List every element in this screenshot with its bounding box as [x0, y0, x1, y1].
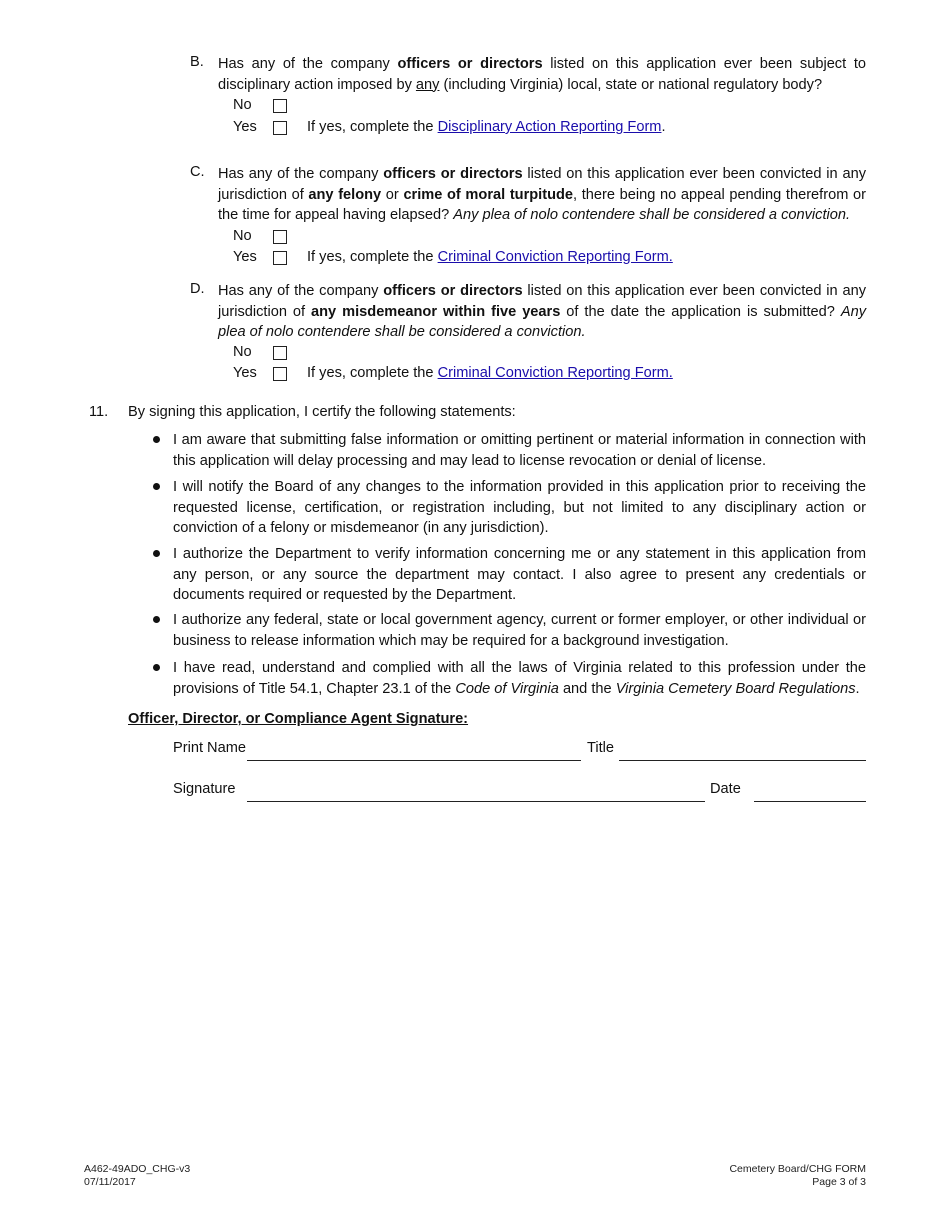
form-date: 07/11/2017 [84, 1176, 136, 1188]
certification-statement-4: I authorize any federal, state or local government agency, current or former employer, or other individual or business to release information which may be required for a background investigation. [173, 612, 866, 649]
question-d-no-checkbox[interactable] [273, 346, 287, 360]
signature-heading: Officer, Director, or Compliance Agent Signature: [128, 711, 469, 727]
question-b-letter: B. [190, 54, 204, 70]
question-b-yes-checkbox[interactable] [273, 121, 287, 135]
question-b-no-label: No [233, 97, 252, 113]
bullet-dot-icon [153, 616, 160, 623]
footer-left [84, 1163, 190, 1189]
criminal-conviction-form-link-c[interactable]: Criminal Conviction Reporting Form. [437, 249, 673, 265]
certification-statement-5: I have read, understand and complied with all the laws of Virginia related to this profession under the provisions of Title 54.1, Chapter 23.1 of the Code of Virginia and the Virginia Cemetery Board Regulations. [173, 660, 866, 697]
print-name-label: Print Name [173, 740, 246, 756]
bullet-dot-icon [153, 664, 160, 671]
criminal-conviction-form-link-d[interactable]: Criminal Conviction Reporting Form. [437, 365, 673, 381]
title-line[interactable] [619, 760, 866, 761]
print-name-line[interactable] [247, 760, 581, 761]
question-d-yes-checkbox[interactable] [273, 367, 287, 381]
question-c-yes-checkbox[interactable] [273, 251, 287, 265]
question-c-text: Has any of the company officers or directors listed on this application ever been convicted in any jurisdiction of any felony or crime of moral turpitude, there being no appeal pending therefrom or the time for appeal having elapsed? Any plea of nolo contendere shall be considered a conviction. [218, 166, 866, 223]
certification-statement-1: I am aware that submitting false information or omitting pertinent or material information in connection with this application will delay processing and may lead to license revocation or denial of license. [173, 432, 866, 469]
date-label: Date [710, 781, 741, 797]
question-d-letter: D. [190, 281, 205, 297]
bullet-dot-icon [153, 550, 160, 557]
question-d-yes-label: Yes [233, 365, 257, 381]
question-b-no-checkbox[interactable] [273, 99, 287, 113]
question-c-ifyes: If yes, complete the Criminal Conviction Reporting Form. [307, 249, 673, 265]
question-c-no-label: No [233, 228, 252, 244]
form-name: Cemetery Board/CHG FORM [729, 1163, 866, 1175]
footer-right [729, 1163, 866, 1189]
question-d-text: Has any of the company officers or directors listed on this application ever been convicted in any jurisdiction of any misdemeanor within five years of the date the application is submitted? Any plea of nolo contendere shall be considered a conviction. [218, 283, 866, 340]
question-d-no-label: No [233, 344, 252, 360]
page-number: Page 3 of 3 [812, 1176, 866, 1188]
signature-line[interactable] [247, 801, 705, 802]
bullet-dot-icon [153, 483, 160, 490]
disciplinary-action-form-link[interactable]: Disciplinary Action Reporting Form [437, 119, 662, 135]
certification-statement-3: I authorize the Department to verify information concerning me or any statement in this application from any person, or any source the department may contact. I also agree to present any credentials or documents required or requested by the Department. [173, 546, 866, 603]
signature-label: Signature [173, 781, 236, 797]
question-c-yes-label: Yes [233, 249, 257, 265]
title-label: Title [587, 740, 615, 756]
section-11-intro: By signing this application, I certify the following statements: [128, 404, 516, 420]
question-b-text: Has any of the company officers or directors listed on this application ever been subject to disciplinary action imposed by any (including Virginia) local, state or national regulatory body? [218, 56, 866, 93]
question-b-ifyes: If yes, complete the Disciplinary Action Reporting Form. [307, 119, 666, 135]
date-line[interactable] [754, 801, 866, 802]
certification-statement-2: I will notify the Board of any changes to the information provided in this application prior to receiving the requested license, certification, or registration including, but not limited to any disciplinary action or conviction of a felony or misdemeanor (in any jurisdiction). [173, 479, 866, 536]
question-d-ifyes: If yes, complete the Criminal Conviction Reporting Form. [307, 365, 673, 381]
question-c-letter: C. [190, 164, 205, 180]
question-b-yes-label: Yes [233, 119, 257, 135]
question-c-no-checkbox[interactable] [273, 230, 287, 244]
form-code: A462-49ADO_CHG-v3 [84, 1163, 191, 1175]
section-11-number: 11. [89, 404, 109, 420]
bullet-dot-icon [153, 436, 160, 443]
